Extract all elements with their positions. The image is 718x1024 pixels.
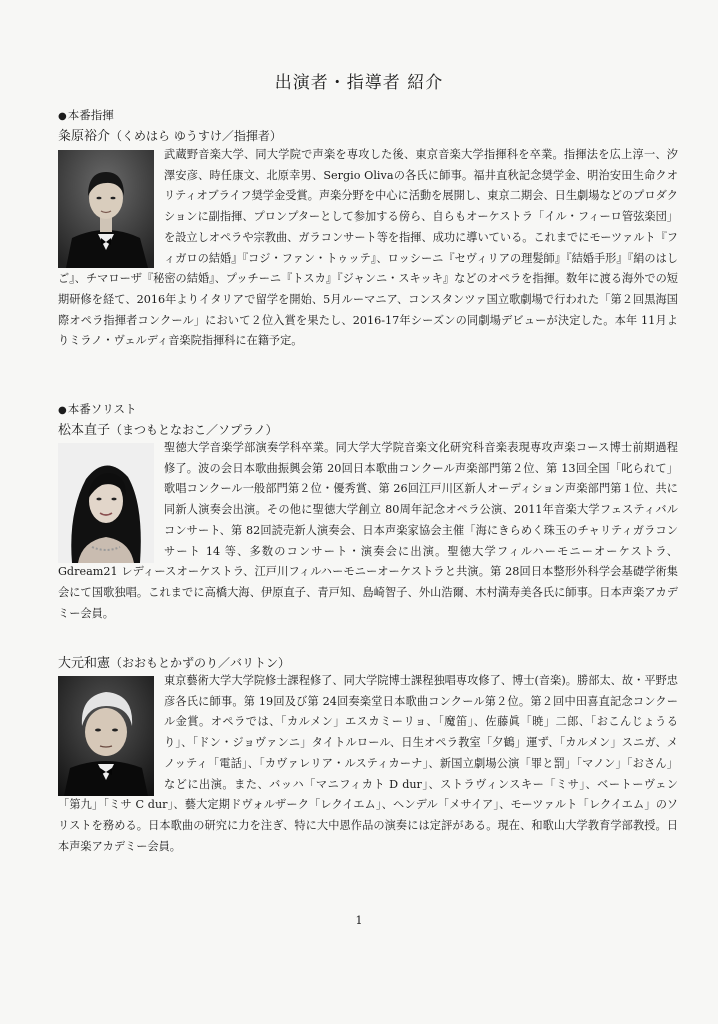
bio-text: 武蔵野音楽大学、同大学院で声楽を専攻した後、東京音楽大学指揮科を卒業。指揮法を広上淳一、汐澤安彦、時任康文、北原幸男、Sergio Olivaの各氏に師事。福井直秋記念奨学金、明治安田生命クオリティオブライフ奨学金受賞。声楽分野を中心に活動を展開し、東京二期会、日生劇場などのプロダクションに副指揮、プロンプターとして参加する傍ら、自らもオーケストラ「イル・フィーロ管弦楽団」を設立しオペラや宗教曲、ガラコンサート等を指揮、成功に導いている。これまでにモーツァルト『フィガロの結婚』『コジ・ファン・トゥッテ』、ロッシーニ『セヴィリアの理髪師』『結婚手形』『絹のはしご』、チマローザ『秘密の結婚』、プッチーニ『トスカ』『ジャンニ・スキッキ』などのオペラを指揮。数年に渡る海外での短期研修を経て、2016年よりイタリアで留学を開始、5月ルーマニア、コンスタンツァ国立歌劇場で行われた「第２回黒海国際オペラ指揮者コンクール」において２位入賞を果たし、2016-17年シーズンの同劇場デビューが決定した。本年 11月よりミラノ・ヴェルディ音楽院指揮科に在籍予定。 xyxy=(58,148,678,348)
page-title: 出演者・指導者 紹介 xyxy=(274,73,444,93)
page-number: 1 xyxy=(355,914,363,927)
person-bio xyxy=(58,438,678,624)
person-reading: （おおもとかずのり／バリトン） xyxy=(110,656,291,670)
section-label-text: 本番指揮 xyxy=(67,108,114,122)
bio-text: 東京藝術大学大学院修士課程修了、同大学院博士課程独唱専攻修了、博士(音楽)。勝部太、故・平野忠彦各氏に師事。第 19回及び第 24回奏楽堂日本歌曲コンクール第２位。第２回中田喜直記念コンクール金賞。オペラでは、「カルメン」エスカミーリョ、「魔笛」、佐藤眞「暁」二郎、「おこんじょうるり」、「ドン・ジョヴァンニ」タイトルロール、日生オペラ教室「夕鶴」運ず、「カルメン」スニガ、メノッティ「電話」、「カヴァレリア・ルスティカーナ」、新国立劇場公演「罪と罰」「マノン」「おさん」などに出演。また、バッハ「マニフィカト D dur」、ストラヴィンスキー「ミサ」、ベートーヴェン「第九」「ミサ C dur」、藝大定期ドヴォルザーク「レクイエム」、ヘンデル「メサイア」、モーツァルト「レクイエム」のソリストを務める。日本歌曲の研究に力を注ぎ、特に大中恩作品の演奏には定評がある。現在、和歌山大学教育学部教授。日本声楽アカデミー会員。 xyxy=(58,674,678,853)
person-bio xyxy=(58,671,678,857)
person-name-line xyxy=(58,419,278,438)
bullet-icon: ● xyxy=(58,111,67,122)
person-name: 大元和憲 xyxy=(58,656,111,671)
bio-text: 聖徳大学音楽学部演奏学科卒業。同大学大学院音楽文化研究科音楽表現専攻声楽コース博士前期過程修了。波の会日本歌曲振興会第 20回日本歌曲コンクール声楽部門第２位、第 13回全国「叱られて」歌唱コンクール一般部門第２位・優秀賞、第 26回江戸川区新人オーディション声楽部門第１位、共に同新人演奏会出演。その他に聖徳大学創立 80周年記念オペラ公演、2011年音楽大学フェスティバルコンサート、第 82回読売新人演奏会、日本声楽家協会主催「海にきらめく珠玉のチャリティガラコンサート 14 等、多数のコンサート・演奏会に出演。聖徳大学フィルハーモニーオーケストラ、Gdream21 レディースオーケストラ、江戸川フィルハーモニーオーケストラと共演。第 28回日本整形外科学会基礎学術集会にて国歌独唱。これまでに高橋大海、伊原直子、青戸知、島崎智子、外山浩爾、木村満寿美各氏に師事。日本声楽アカデミー会員。 xyxy=(58,441,678,620)
person-reading: （くめはら ゆうすけ／指揮者） xyxy=(110,129,282,143)
person-reading: （まつもとなおこ／ソプラノ） xyxy=(110,423,278,437)
person-name: 粂原裕介 xyxy=(58,129,111,144)
person-name-line xyxy=(58,652,290,671)
section-label-soloists xyxy=(58,401,137,417)
person-name-line xyxy=(58,125,282,144)
person-name: 松本直子 xyxy=(58,423,111,438)
section-label-conductor xyxy=(58,107,114,123)
bullet-icon: ● xyxy=(58,405,67,416)
person-bio xyxy=(58,145,678,352)
section-label-text: 本番ソリスト xyxy=(67,402,137,416)
